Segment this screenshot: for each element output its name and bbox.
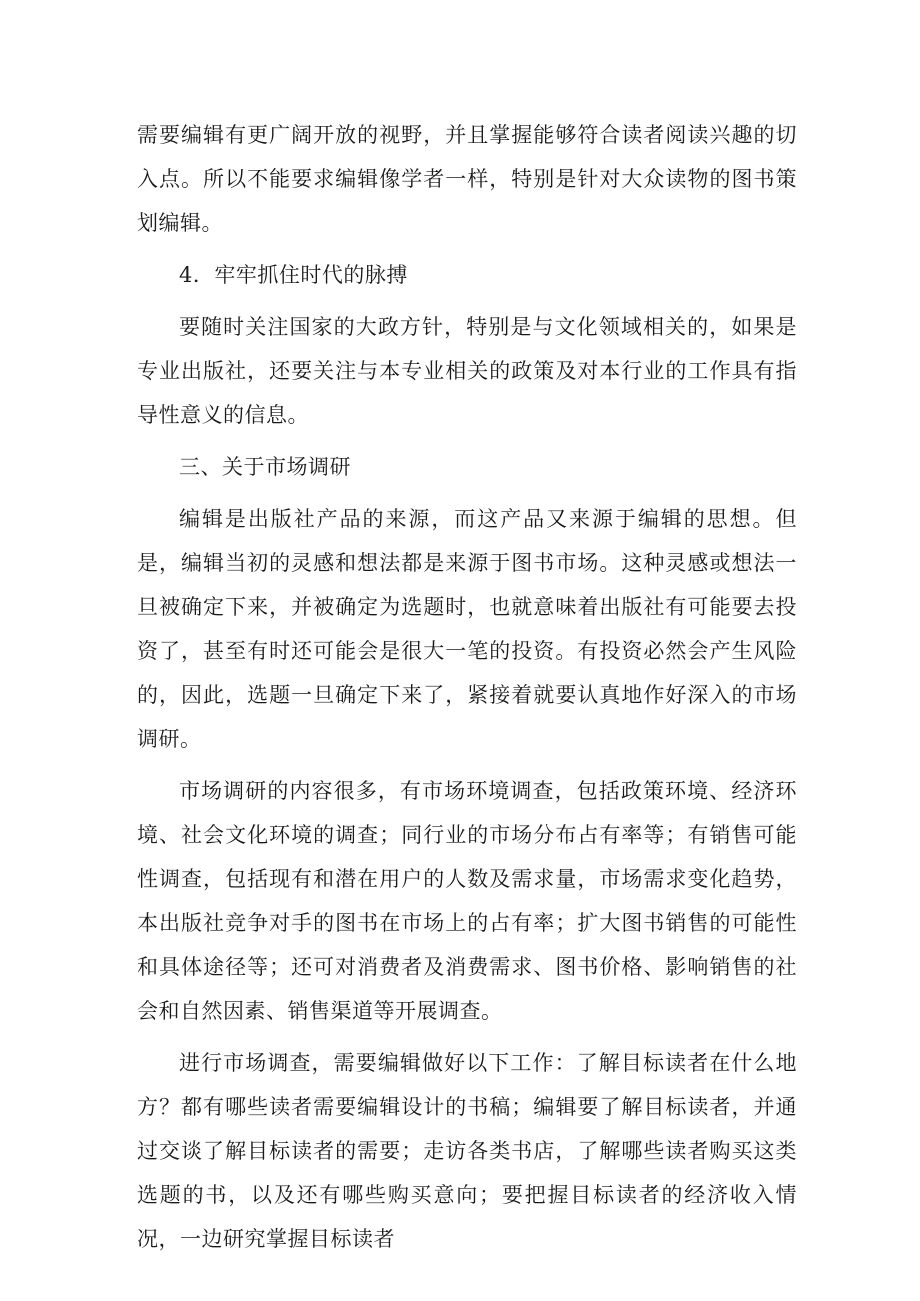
paragraph-research-tasks: 进行市场调查，需要编辑做好以下工作：了解目标读者在什么地方？都有哪些读者需要编辑设计的书稿；编辑要了解目标读者，并通过交谈了解目标读者的需要；走访各类书店，了解哪些读者购买这类选题的书，以及还有哪些购买意向；要把握目标读者的经济收入情况，一边研究掌握目标读者 — [137, 1051, 797, 1251]
paragraph-editor-source: 编辑是出版社产品的来源，而这产品又来源于编辑的思想。但是，编辑当初的灵感和想法都是来源于图书市场。这种灵感或想法一旦被确定下来，并被确定为选题时，也就意味着出版社有可能要去投资了，甚至有时还可能会是很大一笔的投资。有投资必然会产生风险的，因此，选题一旦确定下来了，紧接着就要认真地作好深入的市场调研。 — [137, 507, 797, 751]
paragraph-policy: 要随时关注国家的大政方针，特别是与文化领域相关的，如果是专业出版社，还要关注与本专业相关的政策及对本行业的工作具有指导性意义的信息。 — [137, 315, 797, 427]
section-heading-market-research: 三、关于市场调研 — [179, 455, 351, 479]
paragraph-research-content: 市场调研的内容很多，有市场环境调查，包括政策环境、经济环境、社会文化环境的调查；同行业的市场分布占有率等；有销售可能性调查，包括现有和潜在用户的人数及需求量，市场需求变化趋势，本出版社竞争对手的图书在市场上的占有率；扩大图书销售的可能性和具体途径等；还可对消费者及消费需求、图书价格、影响销售的社会和自然因素、销售渠道等开展调查。 — [137, 779, 797, 1023]
paragraph-continuation: 需要编辑有更广阔开放的视野，并且掌握能够符合读者阅读兴趣的切入点。所以不能要求编辑像学者一样，特别是针对大众读物的图书策划编辑。 — [137, 123, 797, 235]
section-heading-4: 4．牢牢抓住时代的脉搏 — [179, 263, 408, 287]
document-body — [137, 113, 797, 1269]
